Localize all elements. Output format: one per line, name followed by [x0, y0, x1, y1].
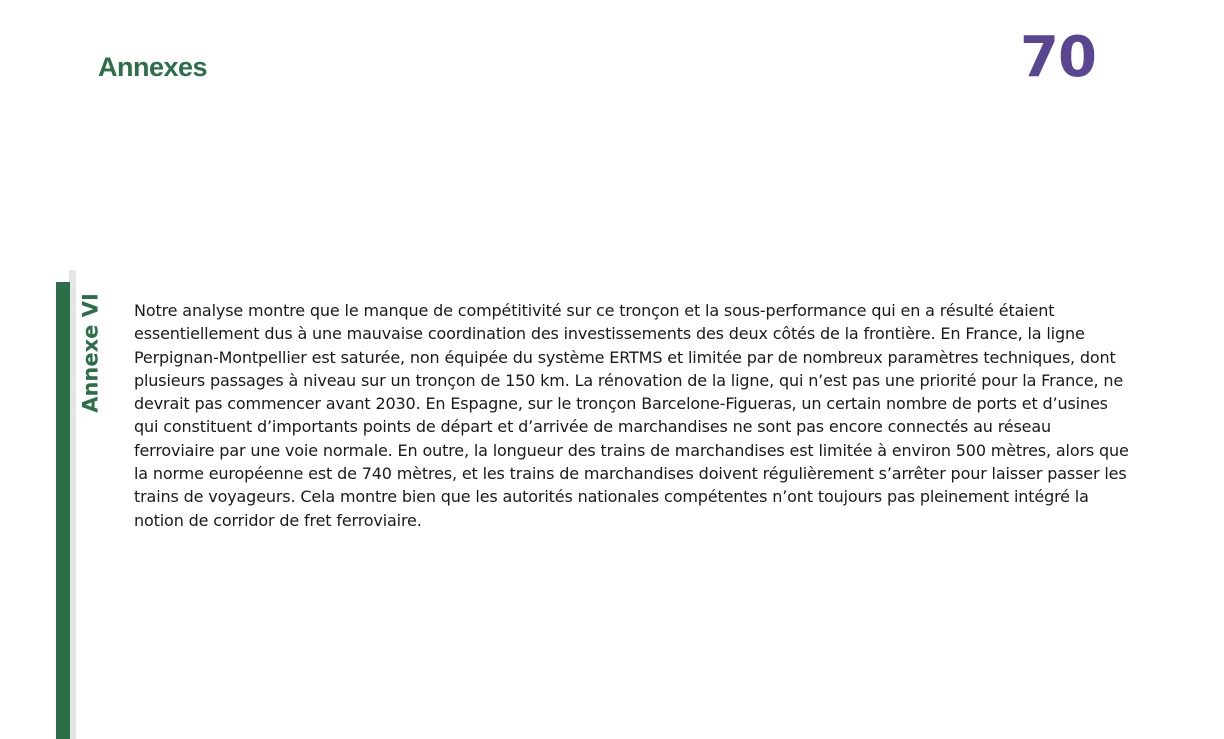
- section-title: Annexes: [98, 52, 208, 82]
- sidebar-accent-light: [69, 270, 76, 739]
- annex-label: Annexe VI: [78, 293, 103, 413]
- body-paragraph: Notre analyse montre que le manque de compétitivité sur ce tronçon et la sous-performance qui en a résulté étaient essentiellement dus à une mauvaise coordination des investissements des deux côtés de la frontière. En France, la ligne Perpignan-Montpellier est saturée, non équipée du système ERTMS et limitée par de nombreux paramètres techniques, dont plusieurs passages à niveau sur un tronçon de 150 km. La rénovation de la ligne, qui n’est pas une priorité pour la France, ne devrait pas commencer avant 2030. En Espagne, sur le tronçon Barcelone-Figueras, un certain nombre de ports et d’usines qui constituent d’importants points de départ et d’arrivée de marchandises ne sont pas encore connectés au réseau ferroviaire par une voie normale. En outre, la longueur des trains de marchandises est limitée à environ 500 mètres, alors que la norme européenne est de 740 mètres, et les trains de marchandises doivent régulièrement s’arrêter pour laisser passer les trains de voyageurs. Cela montre bien que les autorités nationales compétentes n’ont toujours pas pleinement intégré la notion de corridor de fret ferroviaire.: [134, 301, 1129, 530]
- page-number: 70: [1020, 25, 1096, 90]
- sidebar-accent-bar: [56, 282, 70, 739]
